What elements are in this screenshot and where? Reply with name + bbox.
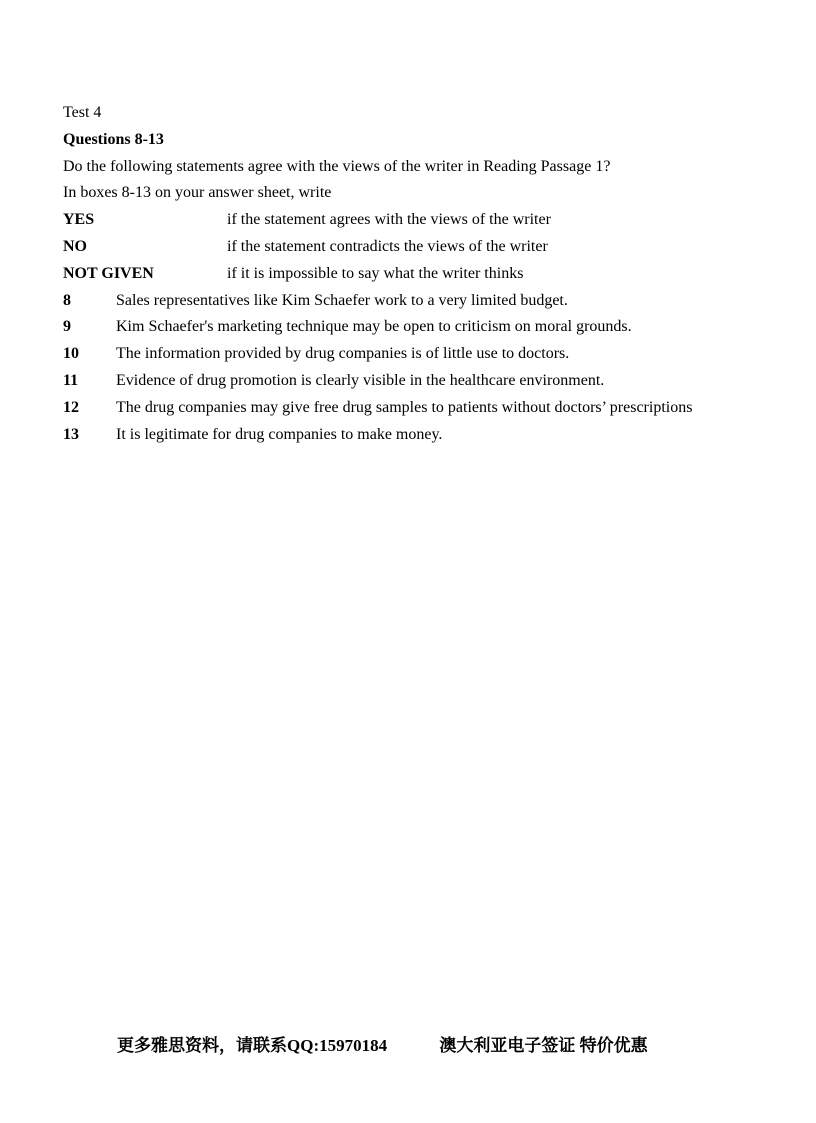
key-term: NOT GIVEN [63,264,154,282]
key-row-not-given [63,261,783,288]
question-item [63,341,783,368]
question-number: 8 [63,291,71,309]
question-section [63,100,783,448]
question-number: 9 [63,318,71,336]
footer-contact-text: 更多雅思资料，请联系QQ:15970184 [117,1036,388,1055]
key-meaning: if it is impossible to say what the writer thinks [227,264,524,282]
key-term: YES [63,211,95,229]
question-text: The drug companies may give free drug samples to patients without doctors’ prescriptions [116,398,693,416]
key-term: NO [63,237,87,255]
questions-heading: Questions 8-13 [63,130,164,148]
instruction-text: Do the following statements agree with the views of the writer in Reading Passage 1? [63,157,611,175]
key-row-no [63,234,783,261]
question-item [63,422,783,449]
question-number: 13 [63,425,79,443]
key-meaning: if the statement contradicts the views of the writer [227,237,548,255]
question-item [63,288,783,315]
test-label: Test 4 [63,104,102,121]
question-item [63,368,783,395]
question-number: 10 [63,345,79,363]
page-footer [117,1033,648,1059]
key-meaning: if the statement agrees with the views of the writer [227,211,551,229]
question-number: 12 [63,398,79,416]
footer-promo-text: 澳大利亚电子签证 特价优惠 [439,1036,648,1055]
question-text: Kim Schaefer's marketing technique may be open to criticism on moral grounds. [116,318,632,336]
key-row-yes [63,207,783,234]
question-text: Sales representatives like Kim Schaefer work to a very limited budget. [116,291,568,309]
question-text: Evidence of drug promotion is clearly visible in the healthcare environment. [116,371,605,389]
question-item [63,314,783,341]
question-item [63,395,783,422]
question-text: The information provided by drug companies is of little use to doctors. [116,345,570,363]
question-text: It is legitimate for drug companies to make money. [116,425,443,443]
question-number: 11 [63,371,79,389]
answer-sheet-instruction: In boxes 8-13 on your answer sheet, write [63,184,332,202]
